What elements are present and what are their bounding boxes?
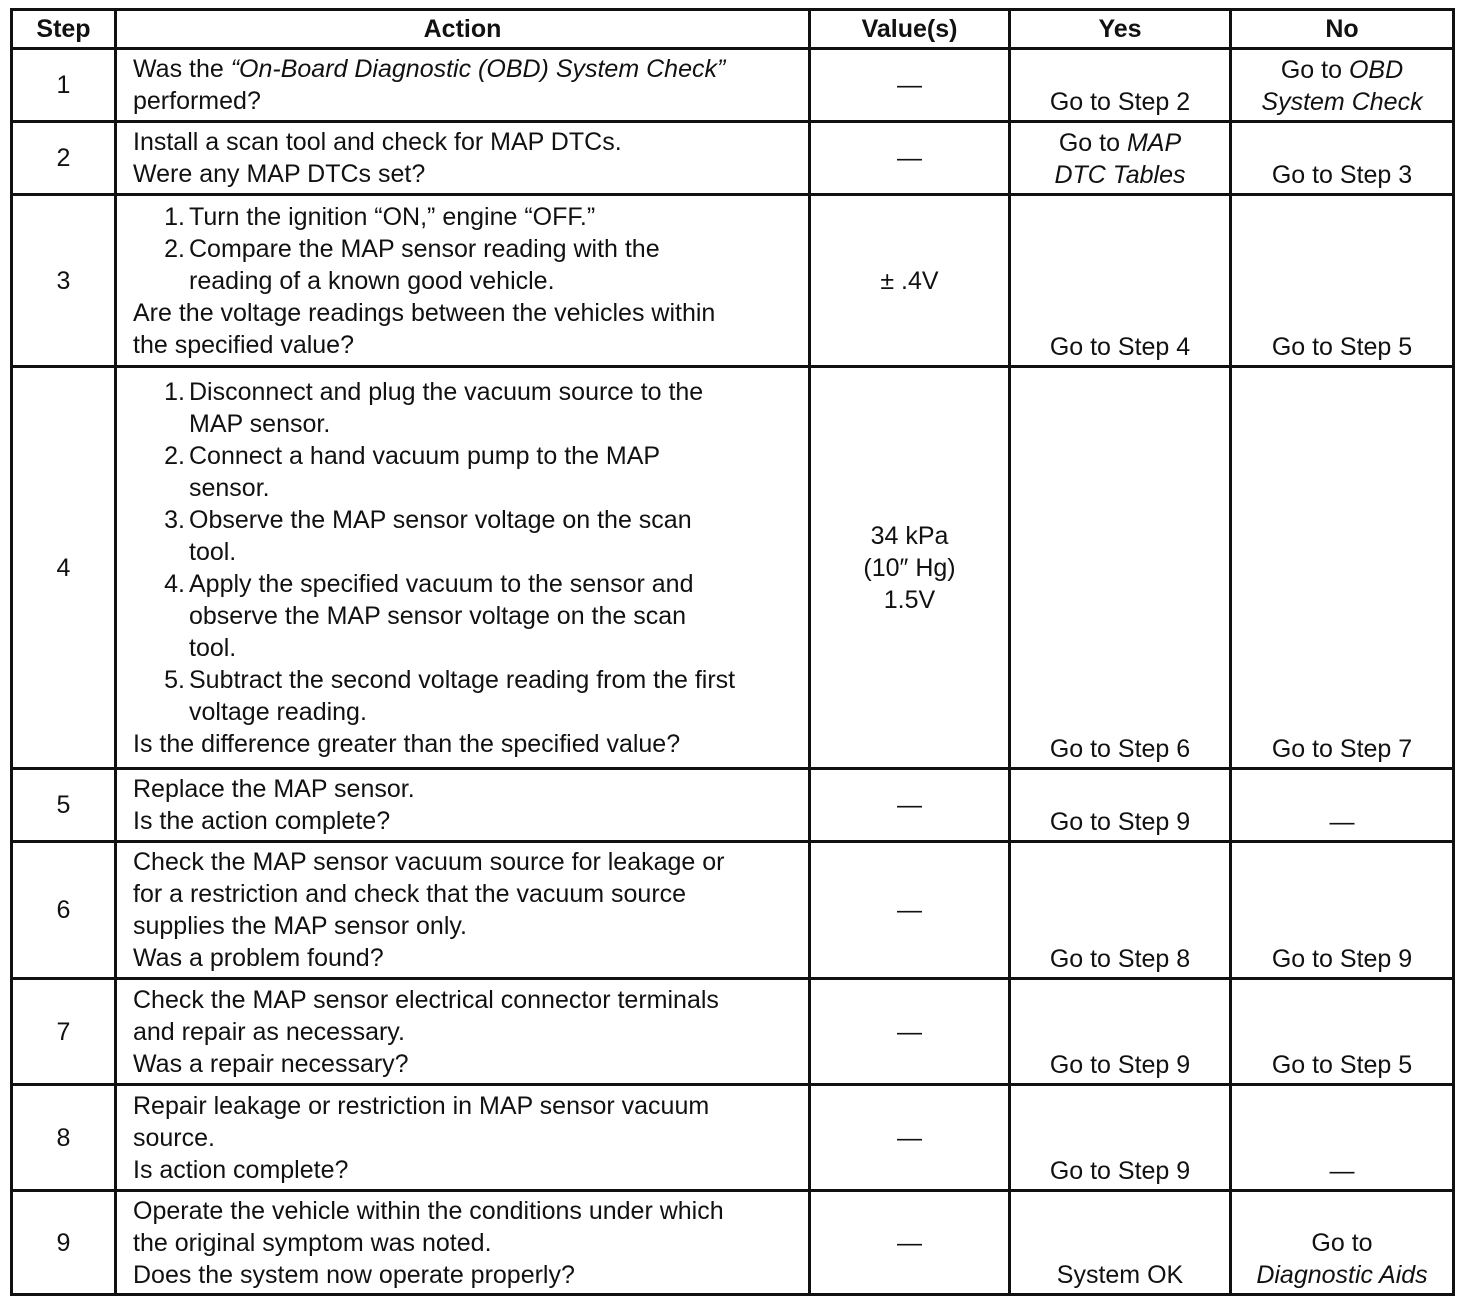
header-row [12, 10, 1454, 49]
value-cell: — [810, 842, 1010, 979]
value-cell: — [810, 1191, 1010, 1295]
action-cell: Replace the MAP sensor. Is the action complete? [116, 769, 810, 842]
header-yes: Yes [1010, 10, 1231, 49]
header-action: Action [116, 10, 810, 49]
value-cell: — [810, 49, 1010, 122]
no-link[interactable]: Go to OBD System Check [1231, 49, 1454, 122]
step-number: 1 [12, 49, 116, 122]
table-row [12, 1085, 1454, 1191]
header-step: Step [12, 10, 116, 49]
table-row [12, 769, 1454, 842]
yes-link[interactable]: Go to MAP DTC Tables [1010, 122, 1231, 195]
step-number: 3 [12, 195, 116, 367]
yes-link[interactable]: Go to Step 4 [1010, 195, 1231, 367]
action-cell: Repair leakage or restriction in MAP sensor vacuum source. Is action complete? [116, 1085, 810, 1191]
action-cell: Check the MAP sensor electrical connector terminals and repair as necessary. Was a repair necessary? [116, 979, 810, 1085]
action-cell: 1. Disconnect and plug the vacuum source to the MAP sensor. 2. Connect a hand vacuum pump to the MAP sensor. 3. Observe the MAP sensor voltage on the scan tool. 4. Apply the specified vacuum to the sensor and observe the MAP sensor voltage on the scan tool. 5. Subtract the second voltage reading from the first voltage reading. Is the difference greater than the specified value? [116, 367, 810, 769]
value-cell: — [810, 1085, 1010, 1191]
no-link[interactable]: Go to Step 9 [1231, 842, 1454, 979]
no-link: — [1231, 769, 1454, 842]
no-link[interactable]: Go to Diagnostic Aids [1231, 1191, 1454, 1295]
value-cell: — [810, 979, 1010, 1085]
yes-link[interactable]: Go to Step 9 [1010, 979, 1231, 1085]
step-number: 2 [12, 122, 116, 195]
no-link: — [1231, 1085, 1454, 1191]
value-cell: — [810, 769, 1010, 842]
action-cell: Check the MAP sensor vacuum source for leakage or for a restriction and check that the vacuum source supplies the MAP sensor only. Was a problem found? [116, 842, 810, 979]
table-row [12, 979, 1454, 1085]
value-cell: ± .4V [810, 195, 1010, 367]
table-row [12, 195, 1454, 367]
action-cell: Was the “On-Board Diagnostic (OBD) System Check” performed? [116, 49, 810, 122]
yes-link[interactable]: Go to Step 9 [1010, 769, 1231, 842]
value-cell: — [810, 122, 1010, 195]
yes-link[interactable]: Go to Step 2 [1010, 49, 1231, 122]
no-link[interactable]: Go to Step 3 [1231, 122, 1454, 195]
table-row [12, 1191, 1454, 1295]
step-number: 6 [12, 842, 116, 979]
no-link[interactable]: Go to Step 5 [1231, 195, 1454, 367]
yes-status: System OK [1010, 1191, 1231, 1295]
step-number: 5 [12, 769, 116, 842]
action-cell: 1. Turn the ignition “ON,” engine “OFF.” 2. Compare the MAP sensor reading with the reading of a known good vehicle. Are the voltage readings between the vehicles within the specified value? [116, 195, 810, 367]
yes-link[interactable]: Go to Step 6 [1010, 367, 1231, 769]
step-number: 8 [12, 1085, 116, 1191]
table-row [12, 842, 1454, 979]
step-number: 7 [12, 979, 116, 1085]
no-link[interactable]: Go to Step 5 [1231, 979, 1454, 1085]
step-number: 4 [12, 367, 116, 769]
value-cell: 34 kPa (10″ Hg) 1.5V [810, 367, 1010, 769]
action-cell: Install a scan tool and check for MAP DTCs. Were any MAP DTCs set? [116, 122, 810, 195]
step-number: 9 [12, 1191, 116, 1295]
no-link[interactable]: Go to Step 7 [1231, 367, 1454, 769]
table-row [12, 367, 1454, 769]
diagnostic-table [10, 8, 1455, 1296]
header-values: Value(s) [810, 10, 1010, 49]
action-cell: Operate the vehicle within the conditions under which the original symptom was noted. Does the system now operate properly? [116, 1191, 810, 1295]
table-row [12, 49, 1454, 122]
yes-link[interactable]: Go to Step 9 [1010, 1085, 1231, 1191]
table-row [12, 122, 1454, 195]
header-no: No [1231, 10, 1454, 49]
yes-link[interactable]: Go to Step 8 [1010, 842, 1231, 979]
